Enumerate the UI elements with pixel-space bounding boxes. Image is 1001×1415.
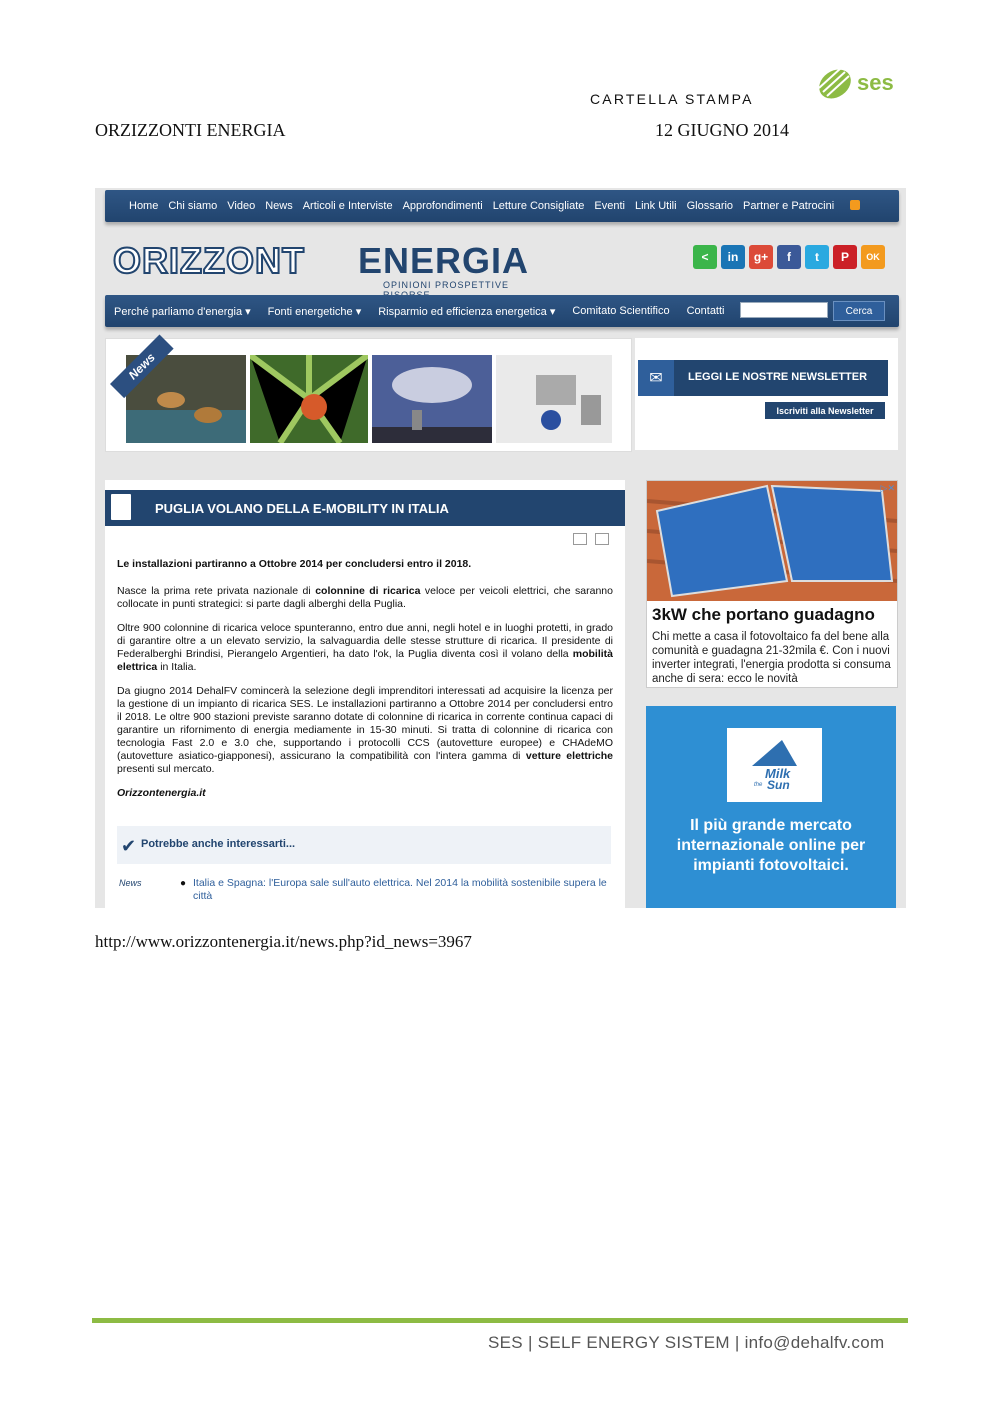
search-button[interactable]: Cerca bbox=[833, 301, 885, 321]
article-paragraph-2: Oltre 900 colonnine di ricarica veloce spunteranno, entro due anni, negli hotel e in luoghi protetti, in grado di garantire oltre a un elevato servizio, la salvaguardia delle stesse strutture di ricarica. Il presidente di Federalberghi Brindisi, Pierangelo Argentieri, ha dato l'ok, la Puglia diventa così il volano della mobilità elettrica in Italia. bbox=[117, 622, 613, 673]
rss-icon[interactable] bbox=[850, 200, 860, 210]
source-url[interactable]: http://www.orizzontenergia.it/news.php?id_news=3967 bbox=[95, 932, 472, 951]
related-category: News bbox=[119, 878, 142, 888]
article-body bbox=[117, 558, 613, 811]
bullet-icon: ● bbox=[180, 878, 187, 889]
website-screenshot bbox=[95, 188, 906, 908]
article-signature: Orizzontenergia.it bbox=[117, 787, 206, 799]
roof-icon bbox=[727, 728, 822, 768]
email-icon[interactable] bbox=[595, 533, 609, 545]
solar-ad-headline: 3kW che portano guadagno bbox=[652, 605, 875, 624]
article-lead: Le installazioni partiranno a Ottobre 2014 per concludersi entro il 2018. bbox=[117, 558, 472, 570]
nav-eventi[interactable]: Eventi bbox=[594, 200, 625, 212]
newsletter-subscribe-button[interactable]: Iscriviti alla Newsletter bbox=[765, 402, 885, 419]
news-thumb-power-plant[interactable] bbox=[372, 355, 492, 443]
nav-home[interactable]: Home bbox=[129, 200, 159, 212]
google-plus-icon[interactable]: g+ bbox=[749, 245, 773, 269]
pinterest-icon[interactable]: P bbox=[833, 245, 857, 269]
related-box bbox=[117, 826, 611, 864]
solar-ad-text: Chi mette a casa il fotovoltaico fa del bene alla comunità e guadagna 21-32mila €. Con i nuovi inverter integrati, l'energia prodotta si consuma anche di sera: ecco le novità bbox=[652, 631, 891, 685]
main-navigation bbox=[105, 295, 899, 327]
menu-fonti[interactable]: Fonti energetiche ▾ bbox=[267, 305, 362, 318]
twitter-icon[interactable]: t bbox=[805, 245, 829, 269]
adchoices-icon[interactable]: ▷✕ bbox=[880, 483, 895, 493]
solar-ad[interactable] bbox=[646, 480, 898, 688]
nav-approfondimenti[interactable]: Approfondimenti bbox=[402, 200, 483, 212]
article-header bbox=[105, 490, 625, 526]
press-kit-label: CARTELLA STAMPA bbox=[590, 91, 754, 107]
site-logo[interactable] bbox=[113, 240, 553, 290]
article bbox=[105, 480, 625, 908]
nav-video[interactable]: Video bbox=[227, 200, 256, 212]
menu-perche-energia[interactable]: Perché parliamo d'energia ▾ bbox=[114, 305, 251, 318]
brand-left: ORIZZONT bbox=[113, 240, 305, 281]
linkedin-icon[interactable]: in bbox=[721, 245, 745, 269]
nav-news[interactable]: News bbox=[265, 200, 293, 212]
oknotizie-icon[interactable]: OK bbox=[861, 245, 885, 269]
milk-the-sun-text: Il più grande mercato internazionale online per impianti fotovoltaici. bbox=[676, 817, 866, 874]
article-tools bbox=[573, 533, 609, 545]
ses-leaf-icon bbox=[815, 62, 859, 102]
news-ribbon: News bbox=[110, 335, 174, 399]
solar-panel-image bbox=[647, 481, 897, 601]
social-icons bbox=[693, 245, 885, 269]
search-input[interactable] bbox=[740, 302, 828, 318]
ses-logo bbox=[815, 62, 905, 106]
related-label: Potrebbe anche interessarti... bbox=[141, 838, 296, 850]
article-paragraph-3: Da giugno 2014 DehalFV comincerà la selezione degli imprenditori interessati ad acquisire la licenza per la gestione di un impianto di ricarica SES. Le installazioni partiranno a Ottobre 2014 per concludersi entro il 2018. Le oltre 900 stazioni previste saranno dotate di colonnine di ricarica in corrente continua capaci di garantire un rifornimento di energia mediamente in 15-30 minuti. Si tratta di colonnine di ricarica con tecnologia Fast 2.0 e 3.0 che, supportando i protocolli CCS (autovetture europee) e CHAdeMO (autovetture asiatico-giapponesi), assicurano la compatibilità con l'intera gamma di vetture elettriche presenti sul mercato. bbox=[117, 685, 613, 775]
footer-text: SES | SELF ENERGY SISTEM | info@dehalfv.com bbox=[488, 1333, 885, 1352]
checkmark-icon: ✔ bbox=[121, 836, 137, 857]
nav-link-utili[interactable]: Link Utili bbox=[635, 200, 677, 212]
menu-risparmio[interactable]: Risparmio ed efficienza energetica ▾ bbox=[378, 305, 556, 318]
logo-the: the bbox=[754, 782, 763, 788]
newsletter-box bbox=[635, 338, 898, 450]
footer-divider bbox=[92, 1318, 908, 1323]
document-icon bbox=[111, 494, 131, 520]
nav-partner[interactable]: Partner e Patrocini bbox=[743, 200, 835, 212]
milk-the-sun-logo bbox=[727, 728, 822, 802]
article-paragraph-1: Nasce la prima rete privata nazionale di colonnine di ricarica veloce per veicoli elettrici, che saranno collocate in punti strategici: si parte dagli alberghi della Puglia. bbox=[117, 585, 613, 610]
related-link[interactable]: Italia e Spagna: l'Europa sale sull'auto elettrica. Nel 2014 la mobilità sostenibile supera le città bbox=[193, 877, 607, 902]
menu-comitato[interactable]: Comitato Scientifico bbox=[572, 305, 670, 317]
news-thumb-fruit[interactable] bbox=[250, 355, 368, 443]
logo-sun: Sun bbox=[767, 778, 790, 792]
newsletter-title: LEGGI LE NOSTRE NEWSLETTER bbox=[688, 371, 868, 383]
facebook-icon[interactable]: f bbox=[777, 245, 801, 269]
top-navigation bbox=[105, 190, 899, 222]
ses-logo-text: ses bbox=[857, 70, 894, 95]
nav-letture[interactable]: Letture Consigliate bbox=[492, 200, 585, 212]
nav-articoli[interactable]: Articoli e Interviste bbox=[302, 200, 393, 212]
print-icon[interactable] bbox=[573, 533, 587, 545]
logo-milk: Milk bbox=[765, 766, 791, 781]
envelope-icon: ✉ bbox=[638, 360, 674, 396]
newsletter-banner[interactable] bbox=[638, 360, 888, 396]
publication-date: 12 GIUGNO 2014 bbox=[655, 120, 789, 140]
share-icon[interactable]: < bbox=[693, 245, 717, 269]
article-title: PUGLIA VOLANO DELLA E-MOBILITY IN ITALIA bbox=[155, 501, 449, 516]
news-thumb-appliances[interactable] bbox=[496, 355, 612, 443]
brand-tagline: OPINIONI PROSPETTIVE bbox=[383, 280, 510, 290]
publication-title: ORZIZZONTI ENERGIA bbox=[95, 120, 286, 140]
news-carousel bbox=[105, 338, 632, 452]
brand-right: ENERGIA bbox=[358, 240, 530, 281]
milk-the-sun-ad[interactable] bbox=[646, 706, 896, 908]
menu-contatti[interactable]: Contatti bbox=[686, 305, 725, 317]
nav-glossario[interactable]: Glossario bbox=[686, 200, 734, 212]
nav-chi-siamo[interactable]: Chi siamo bbox=[168, 200, 218, 212]
